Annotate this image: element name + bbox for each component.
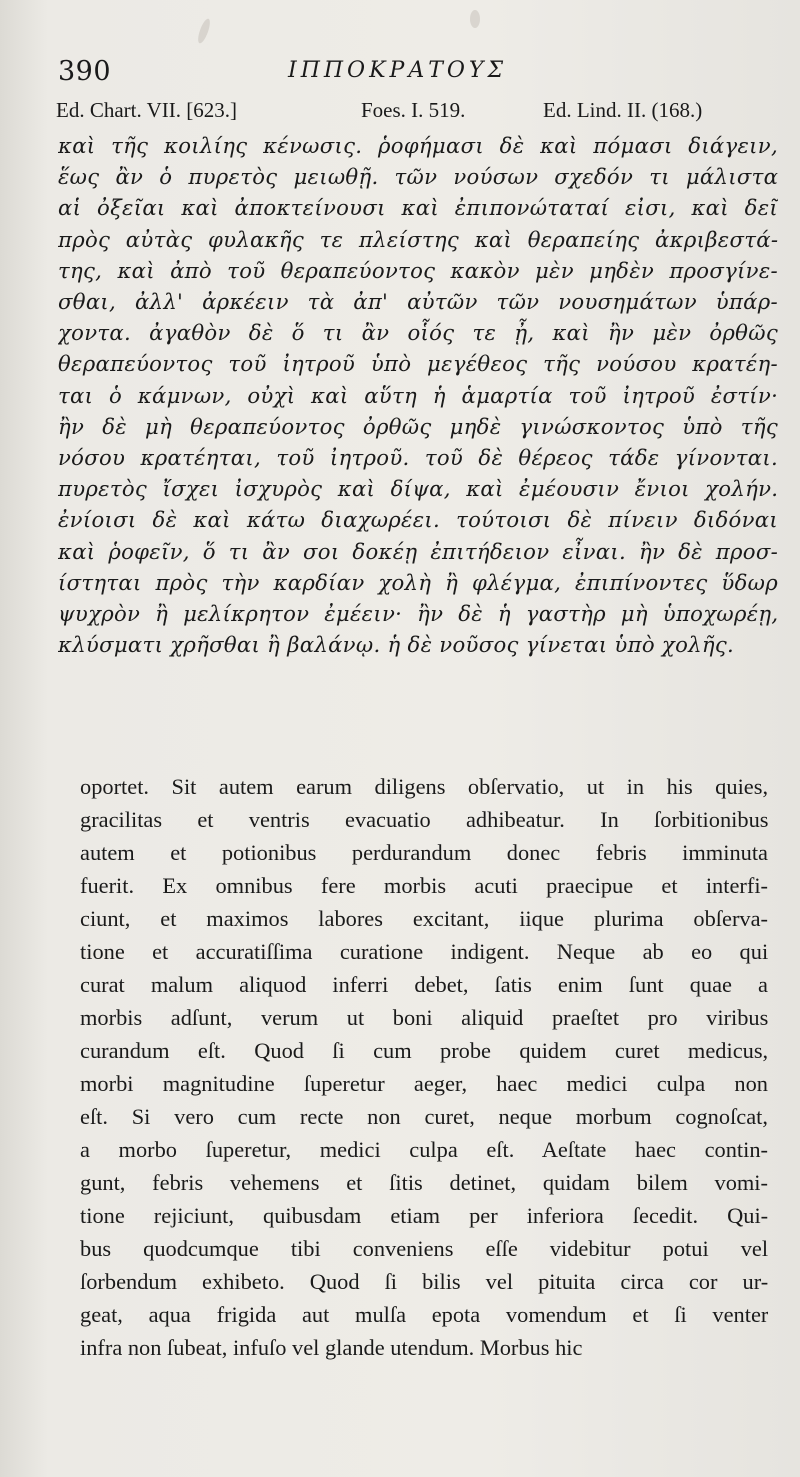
greek-line: νόσου κρατέηται, τοῦ ἰητροῦ. τοῦ δὲ θέρεος τάδε γίνονται. bbox=[58, 445, 778, 471]
greek-line: θεραπεύοντος τοῦ ἰητροῦ ὑπὸ μεγέθεος τῆς νούσου κρατέη- bbox=[58, 351, 778, 377]
latin-line: oportet. Sit autem earum diligens obſervatio, ut in his quies, bbox=[80, 774, 768, 799]
latin-line: tione et accuratiſſima curatione indigent. Neque ab eo qui bbox=[80, 939, 768, 964]
edition-references bbox=[56, 98, 786, 126]
latin-line: ciunt, et maximos labores excitant, iique plurima obſerva- bbox=[80, 906, 768, 931]
greek-line: ίστηται πρὸς τὴν καρδίαν χολὴ ἢ φλέγμα, ἐπιπίνοντες ὕδωρ bbox=[58, 569, 778, 595]
greek-line: ται ὁ κάμνων, οὐχὶ καὶ αὕτη ἡ ἁμαρτία τοῦ ἰητροῦ ἐστίν· bbox=[58, 382, 778, 408]
greek-line: ἕως ἂν ὁ πυρετὸς μειωθῇ. τῶν νούσων σχεδόν τι μάλιστα bbox=[58, 164, 778, 190]
latin-line: bus quodcumque tibi conveniens eſſe videbitur potui vel bbox=[80, 1236, 768, 1261]
latin-line: ſorbendum exhibeto. Quod ſi bilis vel pituita circa cor ur- bbox=[80, 1269, 768, 1294]
latin-line: morbis adſunt, verum ut boni aliquid praeſtet pro viribus bbox=[80, 1005, 768, 1030]
greek-line: πυρετὸς ἴσχει ἰσχυρὸς καὶ δίψα, καὶ ἐμέουσιν ἔνιοι χολήν. bbox=[58, 476, 778, 502]
latin-line: infra non ſubeat, infuſo vel glande utendum. Morbus hic bbox=[80, 1335, 583, 1360]
latin-line: autem et potionibus perdurandum donec febris imminuta bbox=[80, 840, 768, 865]
paper-mark bbox=[196, 17, 212, 44]
greek-line: ἢν δὲ μὴ θεραπεύοντος ὀρθῶς μηδὲ γινώσκοντος ὑπὸ τῆς bbox=[58, 413, 778, 439]
running-head bbox=[58, 56, 778, 96]
latin-line: geat, aqua frigida aut mulſa epota vomendum et ſi venter bbox=[80, 1302, 768, 1327]
paper-mark bbox=[470, 10, 480, 28]
edition-chart-ref: Ed. Chart. VII. [623.] bbox=[56, 98, 237, 122]
latin-line: curat malum aliquod inferri debet, ſatis enim ſunt quae a bbox=[80, 972, 768, 997]
greek-line: αἱ ὀξεῖαι καὶ ἀποκτείνουσι καὶ ἐπιπονώταταί εἰσι, καὶ δεῖ bbox=[58, 195, 778, 221]
greek-line: ἐνίοισι δὲ καὶ κάτω διαχωρέει. τούτοισι δὲ πίνειν διδόναι bbox=[58, 507, 778, 533]
greek-line: καὶ τῆς κοιλίης κένωσις. ῥοφήμασι δὲ καὶ πόμασι διάγειν, bbox=[58, 133, 778, 158]
latin-line: curandum eſt. Quod ſi cum probe quidem curet medicus, bbox=[80, 1038, 768, 1063]
greek-line: της, καὶ ἀπὸ τοῦ θεραπεύοντος κακὸν μὲν μηδὲν προσγίνε- bbox=[58, 257, 778, 283]
edition-lind-ref: Ed. Lind. II. (168.) bbox=[543, 98, 703, 122]
running-title: ΙΠΠΟΚΡΑΤΟΥΣ bbox=[288, 58, 508, 83]
greek-text-block bbox=[58, 130, 778, 660]
greek-line: χοντα. ἀγαθὸν δὲ ὅ τι ἂν οἷός τε ᾖ, καὶ ἢν μὲν ὀρθῶς bbox=[58, 320, 778, 346]
latin-line: morbi magnitudine ſuperetur aeger, haec medici culpa non bbox=[80, 1071, 768, 1096]
latin-line: eſt. Si vero cum recte non curet, neque morbum cognoſcat, bbox=[80, 1104, 768, 1129]
greek-line: πρὸς αὐτὰς φυλακῆς τε πλείστης καὶ θεραπείης ἀκριβεστά- bbox=[58, 226, 778, 252]
greek-line: ψυχρὸν ἢ μελίκρητον ἐμέειν· ἢν δὲ ἡ γαστὴρ μὴ ὑποχωρέῃ, bbox=[58, 601, 778, 627]
latin-line: a morbo ſuperetur, medici culpa eſt. Aeſtate haec contin- bbox=[80, 1137, 768, 1162]
latin-line: gunt, febris vehemens et ſitis detinet, quidam bilem vomi- bbox=[80, 1170, 768, 1195]
greek-line: σθαι, ἀλλ' ἀρκέειν τὰ ἀπ' αὐτῶν τῶν νουσημάτων ὑπάρ- bbox=[58, 289, 778, 315]
page-number: 390 bbox=[58, 56, 112, 87]
greek-line: κλύσματι χρῆσθαι ἢ βαλάνῳ. ἡ δὲ νοῦσος γίνεται ὑπὸ χολῆς. bbox=[58, 632, 735, 658]
edition-foes-ref: Foes. I. 519. bbox=[361, 98, 466, 122]
greek-line: καὶ ῥοφεῖν, ὅ τι ἂν σοι δοκέῃ ἐπιτήδειον εἶναι. ἢν δὲ προσ- bbox=[58, 538, 778, 564]
latin-line: fuerit. Ex omnibus fere morbis acuti praecipue et interfi- bbox=[80, 873, 768, 898]
latin-text-block bbox=[80, 770, 768, 1364]
latin-line: gracilitas et ventris evacuatio adhibeatur. In ſorbitionibus bbox=[80, 807, 768, 832]
latin-line: tione rejiciunt, quibusdam etiam per inferiora ſecedit. Qui- bbox=[80, 1203, 768, 1228]
